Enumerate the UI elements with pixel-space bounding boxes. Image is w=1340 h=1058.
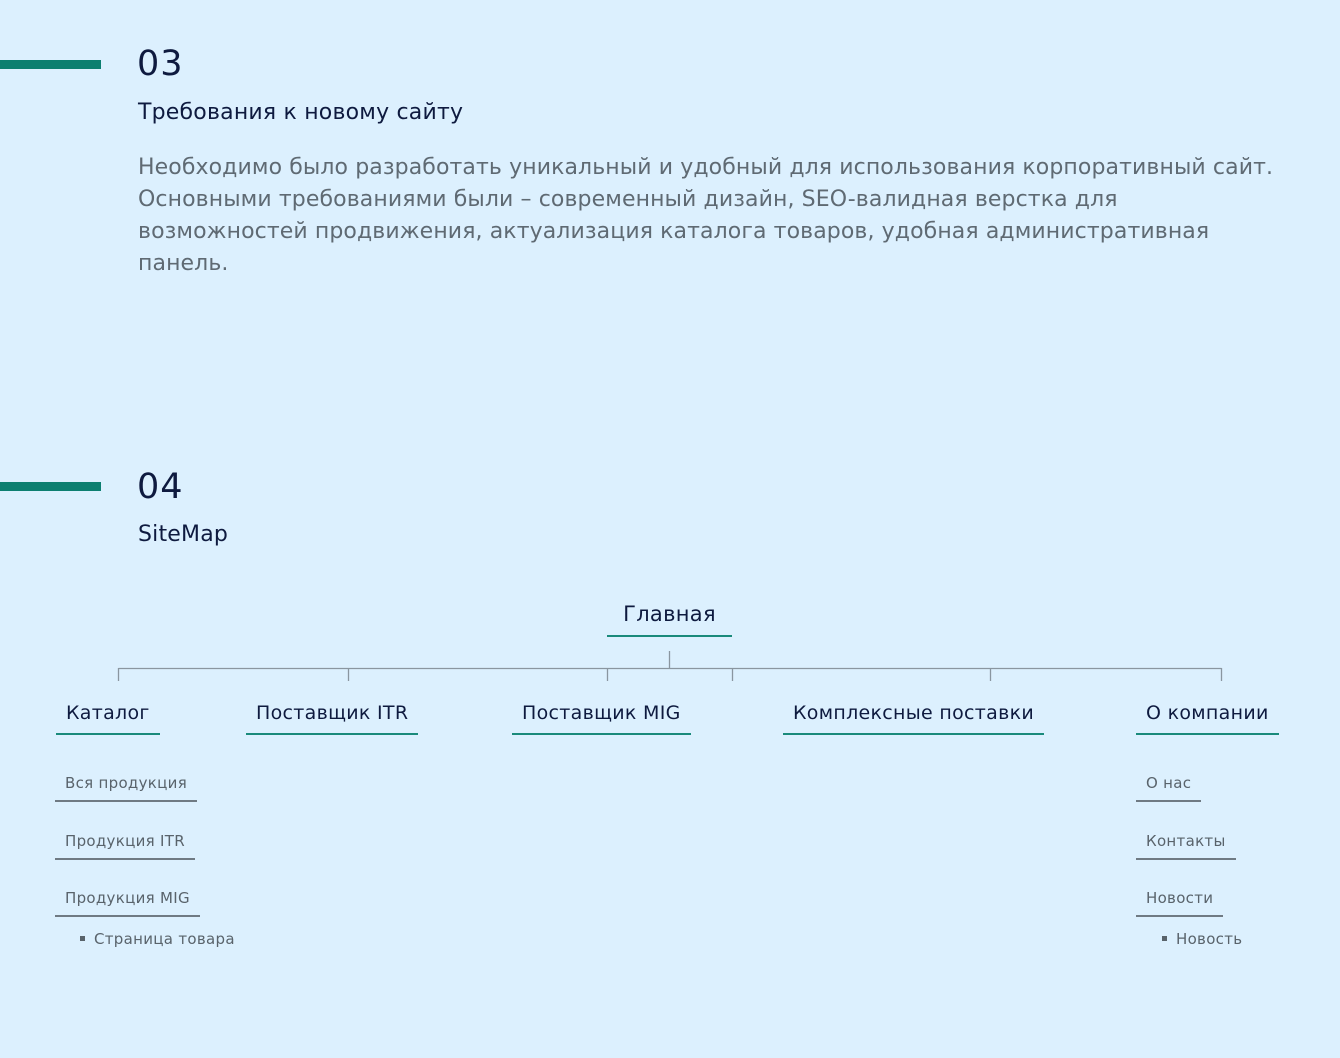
sitemap-catalog-itr-products: Продукция ITR	[55, 834, 195, 860]
bullet-square-icon	[80, 936, 85, 941]
sitemap-node-supplier-mig: Поставщик MIG	[512, 704, 691, 735]
sitemap-node-catalog: Каталог	[56, 704, 160, 735]
section-03-title: Требования к новому сайту	[138, 100, 464, 125]
section-04-title: SiteMap	[138, 522, 229, 547]
sitemap-node-about-company: О компании	[1136, 704, 1279, 735]
sitemap-catalog-product-page-label: Страница товара	[94, 930, 235, 948]
section-03-body: Необходимо было разработать уникальный и удобный для использования корпоративный сайт. Основными требованиями были – современный дизайн, SEO-валидная верстка для возможностей продвижения, актуализация каталога товаров, удобная административная панель.	[138, 155, 1274, 276]
sitemap-company-news-item-label: Новость	[1176, 930, 1243, 948]
sitemap-node-home: Главная	[607, 604, 732, 637]
section-04-number: 04	[137, 467, 184, 507]
section-03-number: 03	[137, 44, 184, 84]
sitemap-catalog-all-products: Вся продукция	[55, 776, 197, 802]
sitemap-node-complex-supply: Комплексные поставки	[783, 704, 1044, 735]
sitemap-node-supplier-itr: Поставщик ITR	[246, 704, 418, 735]
sitemap-catalog-product-page	[80, 932, 235, 947]
sitemap-company-news: Новости	[1136, 891, 1223, 917]
sitemap-company-news-item	[1162, 932, 1242, 947]
bullet-square-icon	[1162, 936, 1167, 941]
sitemap-company-about: О нас	[1136, 776, 1201, 802]
sitemap-company-contacts: Контакты	[1136, 834, 1236, 860]
sitemap-catalog-mig-products: Продукция MIG	[55, 891, 200, 917]
